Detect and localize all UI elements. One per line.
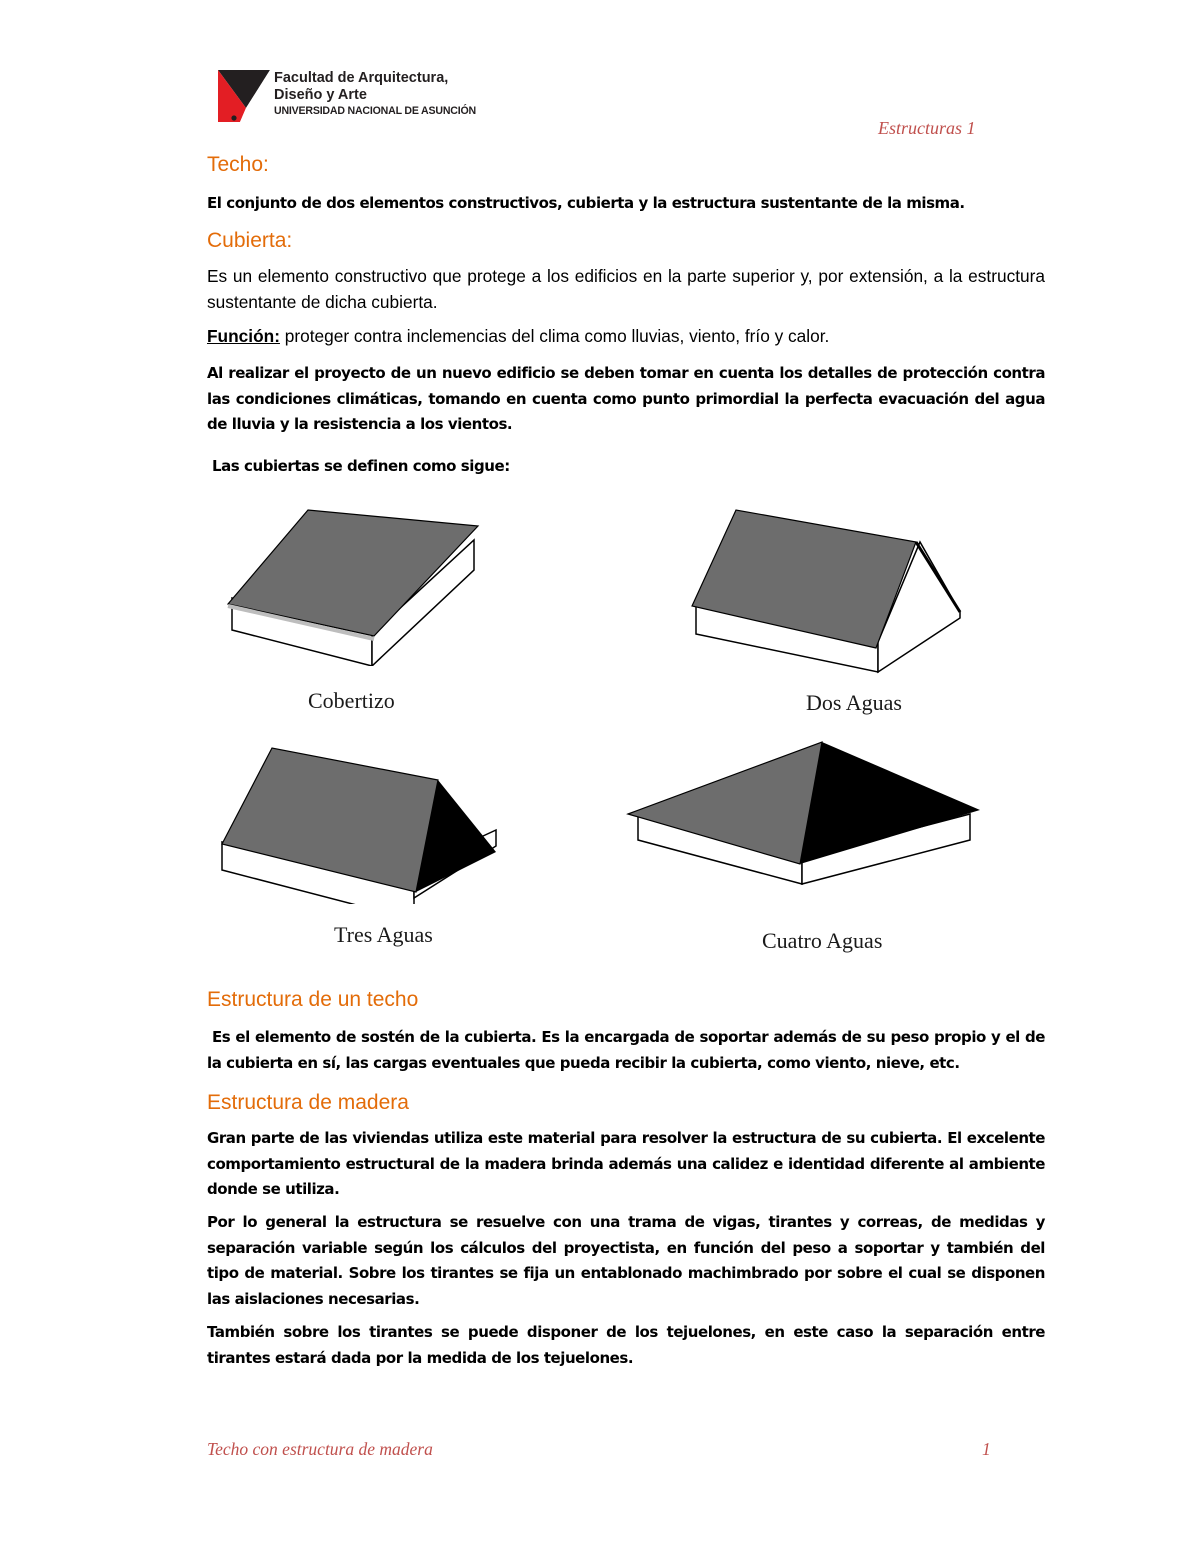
roof-figure-tres-aguas: [214, 744, 504, 904]
funcion-text: proteger contra inclemencias del clima como lluvias, viento, frío y calor.: [279, 326, 830, 346]
roof-caption-dos-aguas: Dos Aguas: [806, 690, 902, 715]
roof-caption-tres-aguas: Tres Aguas: [334, 922, 433, 947]
estructura-madera-p3: También sobre los tirantes se puede disponer de los tejuelones, en este caso la separación entre tirantes estará dada por la medida de los tejuelones.: [207, 1323, 1045, 1367]
cubierta-types-intro: Las cubiertas se definen como sigue:: [212, 457, 510, 475]
faculty-logo: [216, 68, 476, 124]
roof-figure-cuatro-aguas: [620, 740, 990, 890]
cubierta-definition: Es un elemento constructivo que protege a los edificios en la parte superior y, por extensión, a la estructura sustentante de dicha cubierta.: [207, 266, 1045, 312]
heading-estructura-techo: Estructura de un techo: [207, 988, 419, 1011]
logo-line-faculty: Facultad de Arquitectura,: [274, 70, 449, 86]
page-number: 1: [982, 1439, 991, 1459]
roof-figure-cobertizo: [222, 506, 502, 666]
logo-line-design: Diseño y Arte: [274, 87, 367, 103]
logo-text: [274, 70, 484, 119]
estructura-madera-p2: Por lo general la estructura se resuelve con una trama de vigas, tirantes y correas, de medidas y separación variable según los cálculos del proyectista, en función del peso a soportar y también del tipo de material. Sobre los tirantes se fija un entablonado machimbrado por sobre el cual se disponen las aislaciones necesarias.: [207, 1213, 1045, 1308]
estructura-techo-text: Es el elemento de sostén de la cubierta. Es la encargada de soportar además de su peso propio y el de la cubierta en sí, las cargas eventuales que pueda recibir la cubierta, como viento, nieve, etc.: [207, 1028, 1045, 1072]
roof-caption-cobertizo: Cobertizo: [308, 688, 395, 713]
heading-cubierta: Cubierta:: [207, 229, 293, 252]
heading-estructura-madera: Estructura de madera: [207, 1091, 409, 1114]
estructura-madera-p1: Gran parte de las viviendas utiliza este material para resolver la estructura de su cubierta. El excelente comportamiento estructural de la madera brinda además una calidez e identidad diferente al ambiente donde se utiliza.: [207, 1129, 1045, 1198]
cubierta-paragraph: Al realizar el proyecto de un nuevo edificio se deben tomar en cuenta los detalles de protección contra las condiciones climáticas, tomando en cuenta como punto primordial la perfecta evacuación del agua de lluvia y la resistencia a los vientos.: [207, 364, 1045, 433]
footer-title: Techo con estructura de madera: [207, 1439, 433, 1459]
roof-figure-dos-aguas: [688, 506, 968, 676]
techo-definition: El conjunto de dos elementos constructivos, cubierta y la estructura sustentante de la misma.: [207, 194, 965, 212]
course-name: Estructuras 1: [878, 118, 976, 138]
funcion-label: Función:: [207, 326, 280, 346]
faculty-logo-icon: [216, 68, 272, 124]
cubierta-funcion: [207, 324, 1045, 350]
logo-line-university: UNIVERSIDAD NACIONAL DE ASUNCIÓN: [274, 105, 476, 117]
roof-caption-cuatro-aguas: Cuatro Aguas: [762, 928, 883, 953]
heading-techo: Techo:: [207, 153, 269, 176]
